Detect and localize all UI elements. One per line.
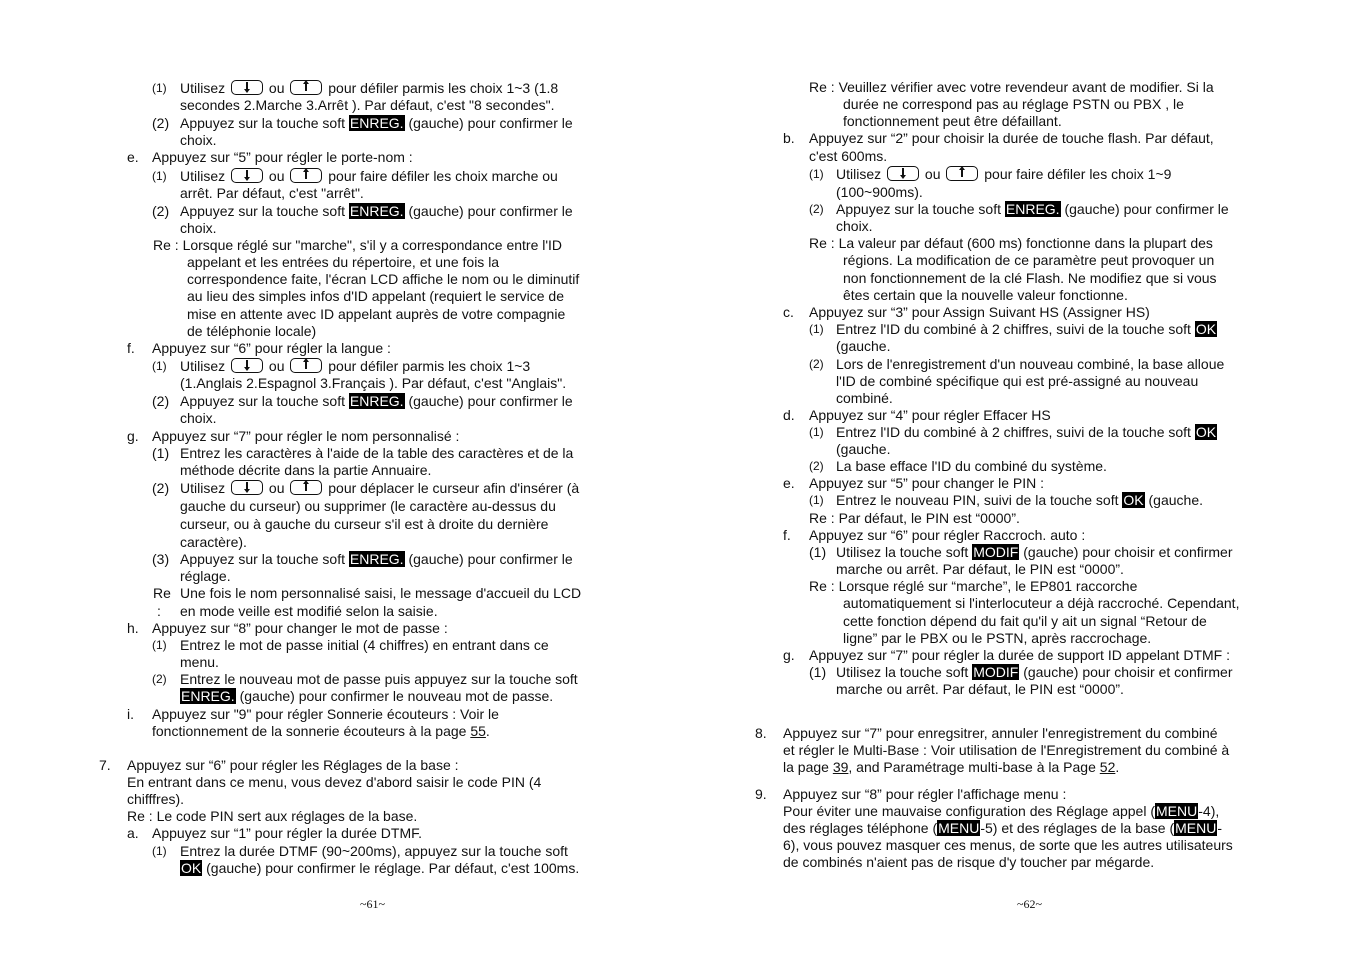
text-line: caractère). — [180, 534, 247, 550]
text-line: méthode décrite dans la partie Annuaire. — [180, 462, 432, 478]
text-line: Appuyez sur “7” pour régler la durée de support ID appelant DTMF : — [809, 647, 1230, 663]
text-line: Appuyez sur la touche soft ENREG. (gauche) pour confirmer le — [180, 393, 573, 409]
text-line: Entrez le nouveau PIN, suivi de la touche soft OK (gauche. — [836, 492, 1203, 508]
scroll-up-key-icon — [290, 80, 322, 95]
text-line: (1.Anglais 2.Espagnol 3.Français ). Par défaut, c'est "Anglais". — [180, 375, 567, 391]
modif-soft-key: MODIF — [973, 664, 1019, 680]
text-line: Appuyez sur la touche soft ENREG. (gauche) pour confirmer le — [180, 551, 573, 567]
text-line: secondes 2.Marche 3.Arrêt ). Par défaut, c'est "8 secondes". — [180, 97, 555, 113]
text-line: la page 39, and Paramétrage multi-base à la Page 52. — [783, 759, 1120, 775]
left-page — [0, 0, 675, 954]
text-line: Appuyez sur la touche soft ENREG. (gauche) pour confirmer le — [180, 115, 573, 131]
remark-line: Re : Lorsque réglé sur “marche”, le EP801 raccorche — [809, 578, 1138, 594]
text-line: Appuyez sur “6” pour régler Raccroch. auto : — [809, 527, 1086, 543]
text-line: Appuyez sur “1” pour régler la durée DTMF. — [152, 825, 422, 841]
menu-soft-key: MENU — [938, 820, 980, 836]
scroll-up-key-icon — [946, 166, 978, 181]
item-number: (2) — [809, 357, 824, 371]
text-line: Entrez l'ID du combiné à 2 chiffres, suivi de la touche soft OK — [836, 424, 1217, 440]
text-line: Utilisez ou pour défiler parmis les choix 1~3 — [180, 358, 531, 374]
text-line: Appuyez sur “7” pour enregsitrer, annuler l'enregistrement du combiné — [783, 725, 1218, 741]
modif-soft-key: MODIF — [973, 544, 1019, 560]
text-line: marche ou arrêt. Par défaut, le PIN est “0000”. — [836, 561, 1124, 577]
text-line: gauche du curseur) ou supprimer (le caractère au-dessus du — [180, 498, 556, 514]
scroll-down-key-icon — [887, 166, 919, 181]
remark-line: Re : Le code PIN sert aux réglages de la base. — [127, 808, 418, 824]
item-letter: h. — [127, 620, 139, 636]
text-line: 6), vous pouvez masquer ces menus, de sorte que les autres utilisateurs — [783, 837, 1233, 853]
text-line: Appuyez sur la touche soft ENREG. (gauche) pour confirmer le — [836, 201, 1229, 217]
remark-line: ligne” par le PBX ou le PSTN, après raccrochage. — [843, 630, 1152, 646]
item-letter: c. — [783, 304, 794, 320]
item-number: (2) — [152, 393, 170, 409]
text-line: en mode veille est modifié selon la saisie. — [180, 603, 438, 619]
text-line: c'est 600ms. — [809, 148, 888, 164]
ok-soft-key: OK — [1195, 424, 1217, 440]
text-line: choix. — [180, 220, 217, 236]
text-line: Entrez la durée DTMF (90~200ms), appuyez sur la touche soft — [180, 843, 568, 859]
text-line: Appuyez sur “4” pour régler Effacer HS — [809, 407, 1051, 423]
page-link[interactable]: 55 — [470, 723, 486, 739]
item-letter: g. — [127, 428, 139, 444]
item-number: (1) — [809, 493, 824, 507]
text-line: Utilisez ou pour défiler parmis les choix 1~3 (1.8 — [180, 80, 559, 96]
item-number: (1) — [809, 167, 824, 181]
item-number: (1) — [809, 544, 827, 560]
item-number: 7. — [99, 757, 111, 773]
text-line: choix. — [180, 410, 217, 426]
remark-line: de téléphonie locale) — [187, 323, 317, 339]
text-line: Entrez le mot de passe initial (4 chiffres) en entrant dans ce — [180, 637, 549, 653]
text-line: chifffres). — [127, 791, 185, 807]
text-line: Entrez les caractères à l'aide de la table des caractères et de la — [180, 445, 574, 461]
text-line: ENREG. (gauche) pour confirmer le nouveau mot de passe. — [181, 688, 554, 704]
remark-label: : — [157, 603, 161, 619]
scroll-down-key-icon — [231, 358, 263, 373]
scroll-up-key-icon — [290, 480, 322, 495]
page-link[interactable]: 52 — [1099, 759, 1116, 775]
enreg-soft-key: ENREG. — [349, 551, 404, 567]
item-number: (2) — [152, 203, 170, 219]
item-number: (2) — [809, 459, 824, 473]
item-number: (2) — [809, 202, 824, 216]
menu-soft-key: MENU — [1175, 820, 1217, 836]
enreg-soft-key: ENREG. — [1005, 201, 1060, 217]
text-line: Appuyez sur “5” pour changer le PIN : — [809, 475, 1045, 491]
item-number: (1) — [152, 169, 167, 183]
scroll-up-key-icon — [290, 168, 322, 183]
text-line: Appuyez sur “5” pour régler le porte-nom : — [152, 149, 413, 165]
text-line: et régler le Multi-Base : Voir utilisation de l'Enregistrement du combiné à — [783, 742, 1230, 758]
text-line: Entrez l'ID du combiné à 2 chiffres, suivi de la touche soft OK — [836, 321, 1217, 337]
text-line: l'ID de combiné spécifique qui est pré-assigné au nouveau — [836, 373, 1199, 389]
text-line: Une fois le nom personnalisé saisi, le message d'accueil du LCD — [180, 585, 582, 601]
text-line: marche ou arrêt. Par défaut, le PIN est “0000”. — [836, 681, 1124, 697]
remark-line: durée ne correspond pas au réglage PSTN ou PBX , le — [843, 96, 1184, 112]
text-line: arrêt. Par défaut, c'est "arrêt". — [180, 185, 364, 201]
menu-soft-key: MENU — [1156, 803, 1198, 819]
item-number: (1) — [152, 81, 167, 95]
ok-soft-key: OK — [1195, 321, 1217, 337]
remark-line: au lieu des simples infos d'ID appelant (requiert le service de — [187, 288, 564, 304]
text-line: Appuyez sur la touche soft ENREG. (gauche) pour confirmer le — [180, 203, 573, 219]
remark-line: Re : La valeur par défaut (600 ms) fonctionne dans la plupart des — [809, 235, 1213, 251]
text-line: Entrez le nouveau mot de passe puis appuyez sur la touche soft — [180, 671, 578, 687]
item-letter: b. — [783, 130, 795, 146]
text-line: de combinés n'aient pas de risque d'y toucher par mégarde. — [783, 854, 1155, 870]
item-number: (1) — [152, 844, 167, 858]
remark-line: êtes certain que la nouvelle valeur fonctionne. — [843, 287, 1128, 303]
item-letter: f. — [127, 340, 135, 356]
item-number: (1) — [152, 638, 167, 652]
text-line: Appuyez sur “8” pour régler l'affichage menu : — [783, 786, 1067, 802]
scroll-down-key-icon — [231, 80, 263, 95]
scroll-down-key-icon — [231, 480, 263, 495]
item-letter: a. — [127, 825, 139, 841]
scroll-down-key-icon — [231, 168, 263, 183]
remark-line: correspondence faite, l'écran LCD affiche le nom ou le diminutif — [187, 271, 580, 287]
text-line: Pour éviter une mauvaise configuration des Réglage appel (MENU-4), — [783, 803, 1220, 819]
text-line: des réglages téléphone (MENU-5) et des réglages de la base (MENU- — [783, 820, 1223, 836]
item-number: (1) — [809, 322, 824, 336]
page-link[interactable]: 39 — [832, 759, 849, 775]
item-letter: d. — [783, 407, 795, 423]
item-number: (1) — [152, 359, 167, 373]
text-line: Appuyez sur "9" pour régler Sonnerie écouteurs : Voir le — [152, 706, 499, 722]
item-number: (1) — [809, 425, 824, 439]
enreg-soft-key: ENREG. — [349, 115, 404, 131]
text-line: Utilisez ou pour faire défiler les choix marche ou — [180, 168, 558, 184]
text-line: Appuyez sur “6” pour régler la langue : — [152, 340, 391, 356]
page-number: ~62~ — [1017, 897, 1042, 911]
text-line: (100~900ms). — [836, 184, 923, 200]
item-number: (2) — [152, 115, 170, 131]
remark-line: Re : Par défaut, le PIN est “0000”. — [809, 510, 1020, 526]
page-number: ~61~ — [360, 897, 385, 911]
text-line: curseur, ou à gauche du curseur s'il est à droite du dernière — [180, 516, 549, 532]
item-number: 9. — [755, 786, 767, 802]
item-letter: e. — [127, 149, 139, 165]
text-line: En entrant dans ce menu, vous devez d'abord saisir le code PIN (4 — [127, 774, 542, 790]
text-line: choix. — [836, 218, 873, 234]
remark-line: régions. La modification de ce paramètre peut provoquer un — [843, 252, 1215, 268]
right-page — [675, 0, 1351, 954]
text-line: La base efface l'ID du combiné du système. — [836, 458, 1107, 474]
text-line: Lors de l'enregistrement d'un nouveau combiné, la base alloue — [836, 356, 1225, 372]
item-letter: i. — [127, 706, 134, 722]
ok-soft-key: OK — [181, 860, 202, 876]
remark-line: Re : Lorsque réglé sur "marche", s'il y a correspondance entre l'ID — [153, 237, 563, 253]
text-line: Utilisez la touche soft MODIF (gauche) pour choisir et confirmer — [836, 544, 1233, 560]
remark-line: mise en attente avec ID appelant auprès de votre compagnie — [187, 306, 566, 322]
scroll-up-key-icon — [290, 358, 322, 373]
text-line: menu. — [180, 654, 219, 670]
remark-line: automatiquement si l'interlocuteur a déjà raccroché. Cependant, — [843, 595, 1240, 611]
remark-label: Re — [153, 585, 171, 601]
text-line: réglage. — [180, 568, 231, 584]
remark-line: non fonctionnement de la clé Flash. Ne modifiez que si vous — [843, 270, 1217, 286]
item-number: (3) — [152, 551, 170, 567]
text-line: fonctionnement de la sonnerie écouteurs à la page 55. — [152, 723, 490, 739]
text-line: Appuyez sur “7” pour régler le nom personnalisé : — [152, 428, 460, 444]
item-letter: e. — [783, 475, 795, 491]
text-line: combiné. — [836, 390, 893, 406]
remark-line: appelant et les entrées du répertoire, et une fois la — [187, 254, 500, 270]
text-line: choix. — [180, 132, 217, 148]
item-number: (2) — [152, 672, 167, 686]
text-line: Utilisez ou pour faire défiler les choix 1~9 — [836, 166, 1172, 182]
item-number: 8. — [755, 725, 767, 741]
enreg-soft-key: ENREG. — [349, 203, 404, 219]
text-line: Utilisez la touche soft MODIF (gauche) pour choisir et confirmer — [836, 664, 1233, 680]
text-line: Appuyez sur “3” pour Assign Suivant HS (Assigner HS) — [809, 304, 1150, 320]
text-line: (gauche. — [836, 338, 891, 354]
text-line: Appuyez sur “8” pour changer le mot de passe : — [152, 620, 448, 636]
remark-line: fonctionnement peut être défaillant. — [843, 113, 1062, 129]
text-line: (gauche. — [836, 441, 891, 457]
item-number: (1) — [152, 445, 170, 461]
ok-soft-key: OK — [1123, 492, 1144, 508]
item-letter: g. — [783, 647, 795, 663]
enreg-soft-key: ENREG. — [181, 688, 235, 704]
remark-line: cette fonction dépend du fait qu'il y ait un signal “Retour de — [843, 613, 1207, 629]
item-letter: f. — [783, 527, 791, 543]
remark-line: Re : Veuillez vérifier avec votre revendeur avant de modifier. Si la — [809, 79, 1214, 95]
text-line: Utilisez ou pour déplacer le curseur afin d'insérer (à — [180, 480, 580, 496]
enreg-soft-key: ENREG. — [349, 393, 404, 409]
item-number: (1) — [809, 664, 827, 680]
text-line: OK (gauche) pour confirmer le réglage. Par défaut, c'est 100ms. — [181, 860, 580, 876]
item-number: (2) — [152, 480, 170, 496]
text-line: Appuyez sur “6” pour régler les Réglages de la base : — [127, 757, 459, 773]
text-line: Appuyez sur “2” pour choisir la durée de touche flash. Par défaut, — [809, 130, 1214, 146]
